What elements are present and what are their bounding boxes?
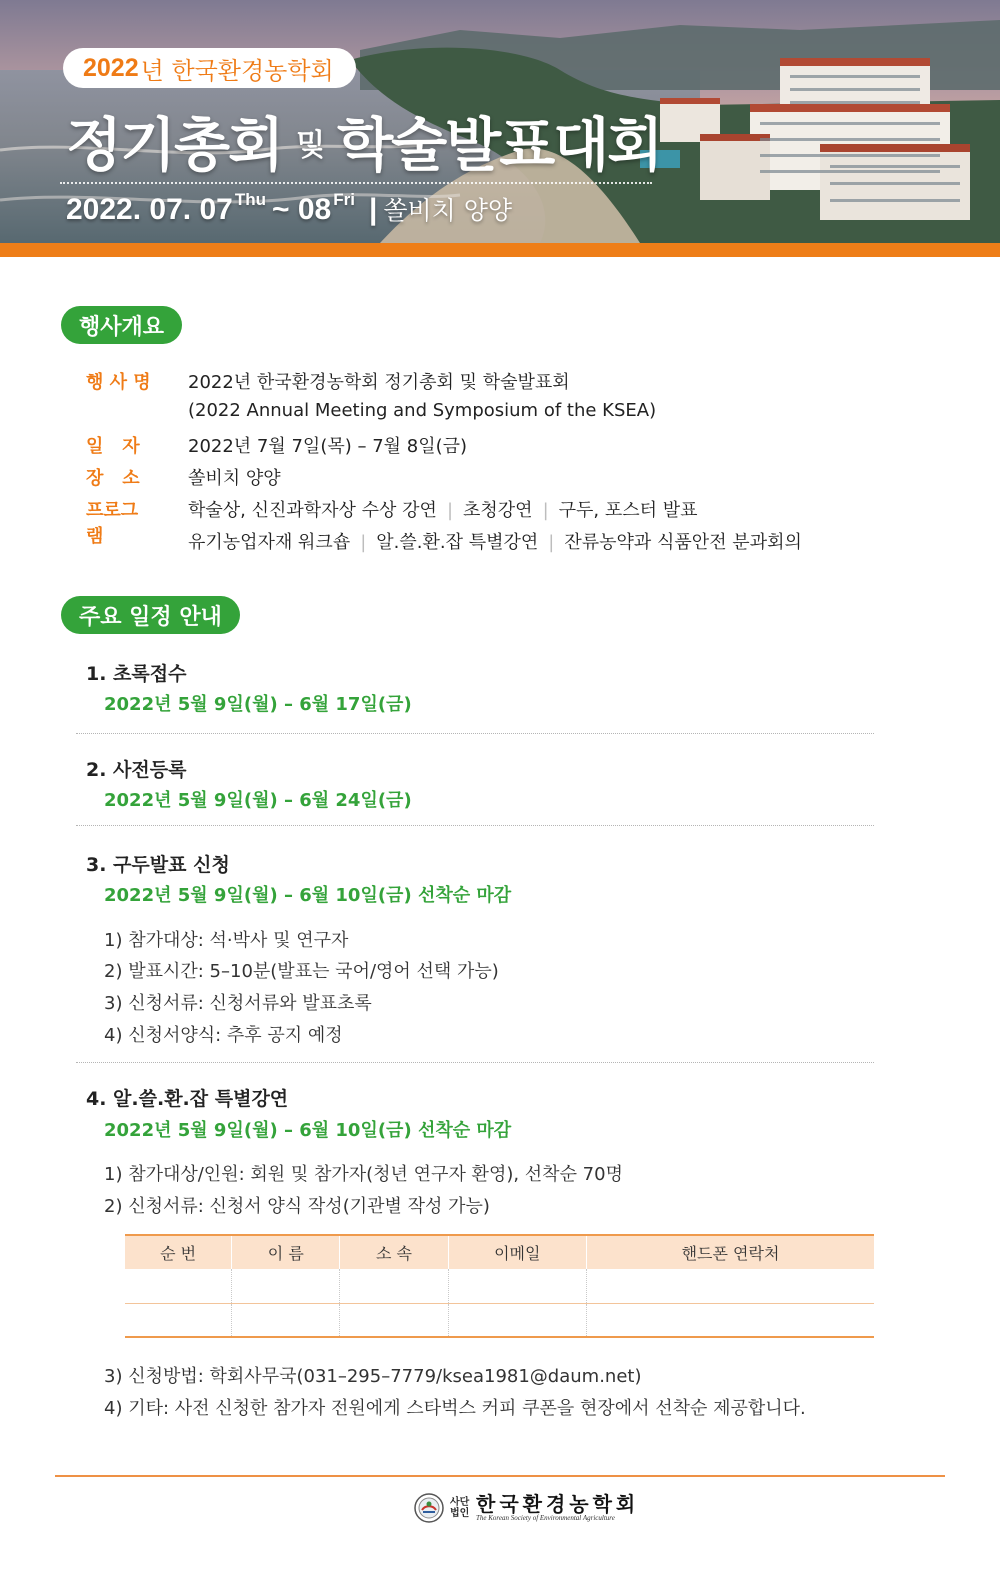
program-separator: | [542, 500, 549, 521]
table-header-cell: 핸드폰 연락처 [587, 1235, 875, 1269]
overview-row-place [86, 464, 281, 490]
date-end: ~ 08 [271, 193, 332, 226]
overview-value: (2022 Annual Meeting and Symposium of the KSEA) [188, 400, 657, 421]
program-item: 학술상, 신진과학자상 수상 강연 [188, 500, 437, 521]
title-part2: 학술발표대회 [337, 111, 662, 179]
society-logo [414, 1493, 639, 1523]
schedule-badge: 주요 일정 안내 [61, 596, 240, 634]
table-cell [448, 1303, 586, 1337]
banner-orange-bar [0, 243, 1000, 257]
schedule-date: 2022년 5월 9일(월) – 6월 24일(금) [104, 790, 412, 811]
venue-name: 쏠비치 양양 [383, 196, 513, 225]
table-cell [125, 1303, 232, 1337]
overview-row-date [86, 432, 467, 458]
header-banner [0, 0, 1000, 257]
year-society-pill [63, 48, 356, 88]
schedule-detail: 2) 신청서류: 신청서 양식 작성(기관별 작성 가능) [104, 1196, 490, 1217]
date-end-day: Fri [333, 190, 355, 209]
society-text-block [476, 1491, 640, 1523]
overview-label: 장 소 [86, 468, 140, 489]
schedule-date: 2022년 5월 9일(월) – 6월 10일(금) 선착순 마감 [104, 1120, 512, 1141]
schedule-detail: 1) 참가대상: 석·박사 및 연구자 [104, 930, 349, 951]
schedule-detail: 4) 기타: 사전 신청한 참가자 전원에게 스타벅스 커피 쿠폰을 현장에서 선착순 제공합니다. [104, 1398, 806, 1419]
table-cell [125, 1269, 232, 1303]
society-name-label: 년 한국환경농학회 [140, 56, 334, 85]
overview-label: 프로그램 [86, 500, 139, 547]
table-header-cell: 이 름 [232, 1235, 340, 1269]
schedule-title: 1. 초록접수 [86, 663, 187, 685]
overview-label: 일 자 [86, 436, 140, 457]
schedule-date: 2022년 5월 9일(월) – 6월 10일(금) 선착순 마감 [104, 885, 512, 906]
overview-row-name-en [86, 400, 656, 421]
section-divider [76, 733, 874, 734]
overview-value: 쏠비치 양양 [188, 468, 281, 489]
schedule-date: 2022년 5월 9일(월) – 6월 17일(금) [104, 694, 412, 715]
table-header-cell: 소 속 [340, 1235, 448, 1269]
schedule-title: 2. 사전등록 [86, 759, 187, 781]
program-item: 잔류농약과 식품안전 분과회의 [564, 532, 802, 553]
event-date-venue [66, 190, 512, 227]
schedule-detail: 2) 발표시간: 5–10분(발표는 국어/영어 선택 가능) [104, 961, 499, 982]
society-emblem-icon [414, 1493, 444, 1523]
section-divider [76, 825, 874, 826]
table-cell [587, 1303, 875, 1337]
schedule-title: 3. 구두발표 신청 [86, 854, 230, 876]
event-year: 2022 [83, 53, 139, 82]
program-line-2 [188, 528, 802, 554]
table-cell [340, 1303, 448, 1337]
table-header-cell: 이메일 [448, 1235, 586, 1269]
program-item: 초청강연 [463, 500, 533, 521]
title-part1: 정기총회 [66, 111, 283, 179]
society-name-en: The Korean Society of Environmental Agriculture [476, 1513, 615, 1522]
venue-separator: | [368, 193, 378, 226]
overview-badge: 행사개요 [61, 306, 182, 344]
banner-divider [60, 182, 652, 184]
program-item: 알.쓸.환.잡 특별강연 [376, 532, 539, 553]
title-conjunction: 및 [296, 128, 324, 163]
overview-row-name [86, 368, 570, 394]
overview-label: 행 사 명 [86, 372, 151, 393]
overview-row-program-2 [86, 528, 802, 554]
footer-divider [55, 1475, 945, 1477]
table-cell [340, 1269, 448, 1303]
table-cell [448, 1269, 586, 1303]
schedule-title: 4. 알.쓸.환.잡 특별강연 [86, 1088, 289, 1110]
table-header-row [125, 1235, 874, 1269]
program-separator: | [446, 500, 454, 521]
program-item: 유기농업자재 워크숍 [188, 532, 351, 553]
corporation-label: 사단 법인 [450, 1497, 470, 1519]
table-row [125, 1269, 874, 1303]
program-separator: | [360, 532, 367, 553]
schedule-detail: 1) 참가대상/인원: 회원 및 참가자(청년 연구자 환영), 선착순 70명 [104, 1164, 623, 1185]
table-cell [232, 1269, 340, 1303]
table-cell [587, 1269, 875, 1303]
date-start-day: Thu [234, 190, 266, 209]
date-start: 2022. 07. 07 [66, 193, 233, 226]
overview-value: 2022년 한국환경농학회 정기총회 및 학술발표회 [188, 372, 570, 393]
overview-value: 2022년 7월 7일(목) – 7월 8일(금) [188, 436, 468, 457]
program-separator: | [548, 532, 555, 553]
program-item: 구두, 포스터 발표 [558, 500, 698, 521]
table-header-cell: 순 번 [125, 1235, 232, 1269]
schedule-detail: 4) 신청서양식: 추후 공지 예정 [104, 1025, 343, 1046]
section-divider [76, 1062, 874, 1063]
society-name: 한국환경농학회 [476, 1491, 640, 1516]
table-cell [232, 1303, 340, 1337]
event-title [66, 98, 661, 182]
overview-label [86, 400, 188, 421]
registration-form-table [125, 1234, 874, 1338]
table-row [125, 1303, 874, 1337]
schedule-detail: 3) 신청서류: 신청서류와 발표초록 [104, 993, 372, 1014]
overview-label-empty [86, 528, 188, 554]
schedule-detail: 3) 신청방법: 학회사무국(031–295–7779/ksea1981@daum.net) [104, 1366, 642, 1387]
